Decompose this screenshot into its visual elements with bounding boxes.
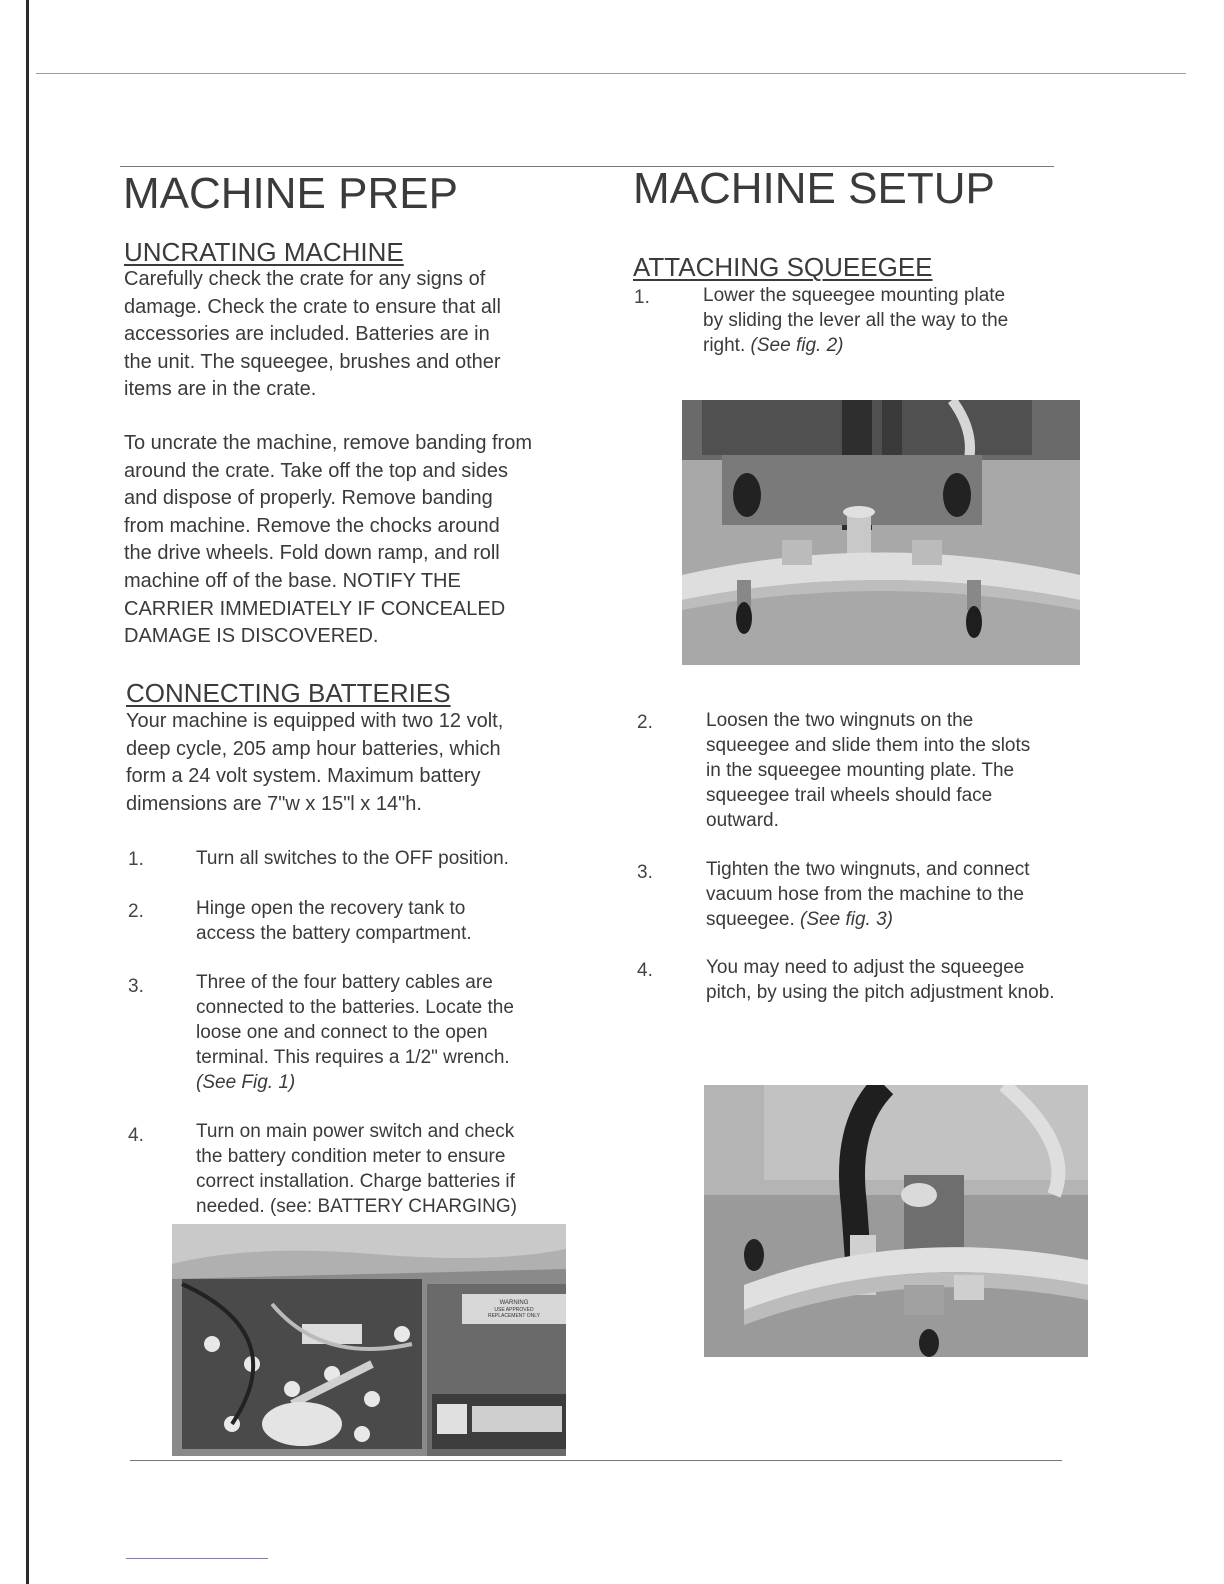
figure-3-vacuum-hose-photo [704, 1085, 1088, 1357]
heading-attaching-squeegee: ATTACHING SQUEEGEE [633, 252, 933, 282]
top-rule [36, 73, 1186, 74]
figure-reference: (See Fig. 1) [196, 1072, 296, 1093]
text-fragment: squeegee. [706, 909, 801, 930]
squeegee-step-4 [706, 955, 1055, 1005]
text-line: in the squeegee mounting plate. The [706, 760, 1015, 781]
step-number: 2. [128, 901, 144, 922]
heading-connecting-batteries: CONNECTING BATTERIES [126, 678, 451, 708]
step-number: 4. [128, 1125, 144, 1146]
text-line: Your machine is equipped with two 12 volt, [126, 710, 504, 732]
text-fragment: right. [703, 335, 751, 356]
text-line: CARRIER IMMEDIATELY IF CONCEALED [124, 597, 506, 620]
text-line: Loosen the two wingnuts on the [706, 710, 974, 731]
text-line: Turn on main power switch and check [196, 1121, 515, 1142]
text-line: connected to the batteries. Locate the [196, 997, 514, 1018]
text-line: access the battery compartment. [196, 923, 472, 944]
figure-reference: (See fig. 2) [750, 335, 844, 356]
squeegee-step-2 [706, 708, 1030, 833]
heading-uncrating-machine: UNCRATING MACHINE [124, 237, 404, 267]
text-line: pitch, by using the pitch adjustment knob. [706, 982, 1055, 1003]
text-line: vacuum hose from the machine to the [706, 884, 1024, 905]
text-line-with-ref [706, 907, 1030, 932]
scan-edge [26, 0, 29, 1584]
battery-step-3 [196, 970, 514, 1095]
text-line: by sliding the lever all the way to the [703, 310, 1009, 331]
text-line: DAMAGE IS DISCOVERED. [124, 625, 379, 648]
step-number: 2. [637, 712, 653, 733]
figure-reference: (See fig. 3) [800, 909, 893, 930]
text-line-with-ref [703, 333, 1008, 358]
photo-label-warning: WARNING [499, 1300, 529, 1306]
figure-1-battery-photo [172, 1224, 566, 1456]
battery-step-2 [196, 896, 472, 946]
text-line: the battery condition meter to ensure [196, 1146, 506, 1167]
text-line: You may need to adjust the squeegee [706, 957, 1025, 978]
figure-2-squeegee-photo [682, 400, 1080, 665]
batteries-intro [126, 708, 596, 818]
text-line: the drive wheels. Fold down ramp, and roll [124, 542, 500, 565]
text-line: form a 24 volt system. Maximum battery [126, 765, 481, 788]
step-number: 3. [637, 862, 653, 883]
text-line: Carefully check the crate for any signs of [124, 268, 486, 290]
text-line: Three of the four battery cables are [196, 972, 493, 993]
text-line: damage. Check the crate to ensure that all [124, 295, 501, 318]
step-number: 4. [637, 960, 653, 981]
footer-link-line [126, 1558, 268, 1559]
uncrating-paragraph-2 [124, 430, 594, 651]
text-line: needed. (see: BATTERY CHARGING) [196, 1196, 518, 1217]
text-line: squeegee and slide them into the slots [706, 735, 1031, 756]
text-line: dimensions are 7"w x 15"l x 14"h. [126, 792, 422, 815]
text-line: deep cycle, 205 amp hour batteries, which [126, 737, 501, 760]
text-line: accessories are included. Batteries are in [124, 323, 490, 346]
text-line: squeegee trail wheels should face [706, 785, 993, 806]
text-line: machine off of the base. NOTIFY THE [124, 569, 461, 592]
text-line: To uncrate the machine, remove banding from [124, 432, 532, 454]
squeegee-step-1 [703, 283, 1008, 358]
text-line: Turn all switches to the OFF position. [196, 848, 509, 869]
step-number: 3. [128, 976, 144, 997]
step-number: 1. [634, 287, 650, 308]
text-line: and dispose of properly. Remove banding [124, 487, 493, 510]
text-line: the unit. The squeegee, brushes and other [124, 350, 501, 373]
text-line: loose one and connect to the open [196, 1022, 488, 1043]
page-title-machine-setup: MACHINE SETUP [633, 164, 995, 213]
text-line: Lower the squeegee mounting plate [703, 285, 1006, 306]
battery-step-1 [196, 846, 509, 871]
photo-label-line: USE APPROVED [494, 1307, 534, 1313]
page-title-machine-prep: MACHINE PREP [123, 169, 458, 218]
bottom-rule [130, 1460, 1062, 1461]
squeegee-step-3 [706, 857, 1030, 932]
text-line: around the crate. Take off the top and sides [124, 459, 508, 482]
step-number: 1. [128, 849, 144, 870]
text-line: outward. [706, 810, 779, 831]
battery-step-4 [196, 1119, 517, 1219]
text-line: Hinge open the recovery tank to [196, 898, 466, 919]
text-line: from machine. Remove the chocks around [124, 514, 500, 537]
text-line: correct installation. Charge batteries if [196, 1171, 515, 1192]
photo-label-line: REPLACEMENT ONLY [487, 1313, 541, 1319]
uncrating-paragraph-1 [124, 266, 594, 404]
text-line: Tighten the two wingnuts, and connect [706, 859, 1030, 880]
text-line: terminal. This requires a 1/2" wrench. [196, 1047, 510, 1068]
text-line: items are in the crate. [124, 378, 317, 401]
